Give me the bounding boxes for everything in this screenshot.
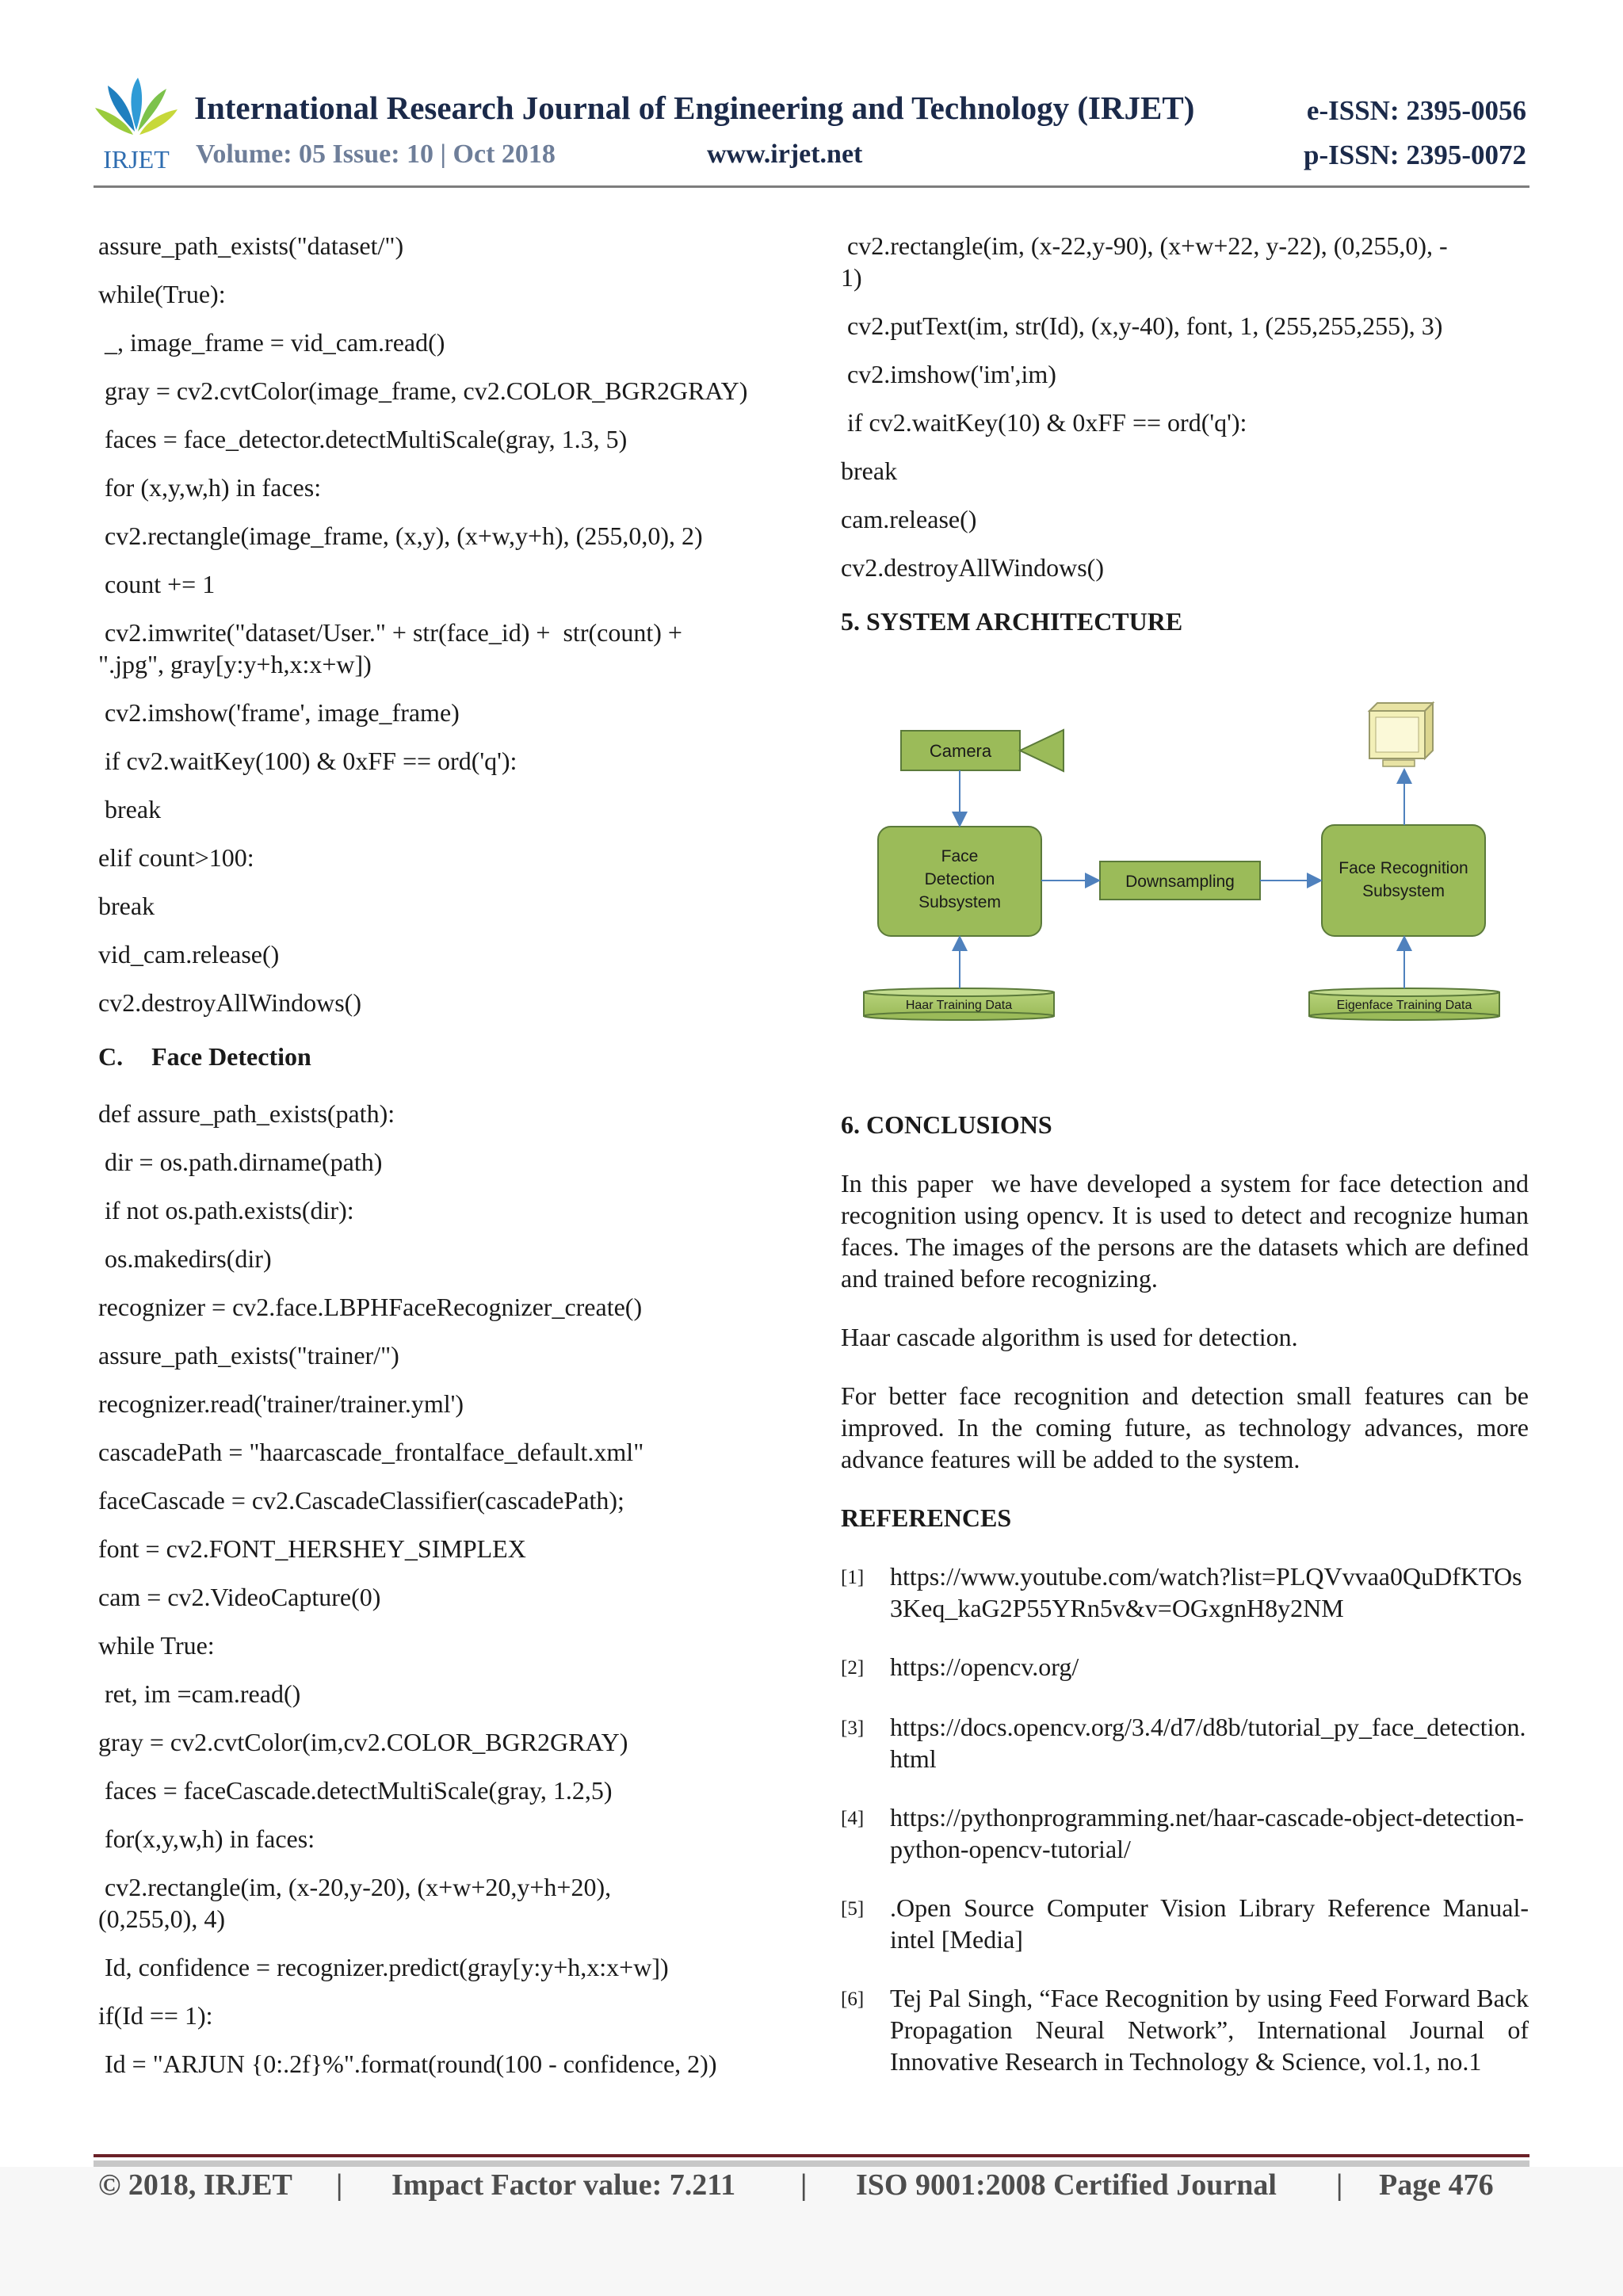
code-line: dir = os.path.dirname(path): [98, 1148, 383, 1176]
camera-lens-icon: [1020, 730, 1064, 771]
code-line: recognizer = cv2.face.LBPHFaceRecognizer_create(): [98, 1293, 643, 1321]
footer-iso: ISO 9001:2008 Certified Journal: [856, 2168, 1277, 2202]
e-issn: e-ISSN: 2395-0056: [1306, 95, 1526, 126]
reference-link[interactable]: https://docs.opencv.org/3.4/d7/d8b/tutorial_py_face_detection.html: [890, 1713, 1526, 1773]
face-detection-node: [878, 827, 1041, 936]
code-line: faces = face_detector.detectMultiScale(gray, 1.3, 5): [98, 425, 628, 453]
irjet-logo: [92, 74, 181, 173]
reference-number: [4]: [841, 1808, 865, 1829]
code-line: for (x,y,w,h) in faces:: [98, 473, 322, 502]
code-line: if cv2.waitKey(100) & 0xFF == ord('q'):: [98, 747, 517, 775]
footer-impact-factor: Impact Factor value: 7.211: [391, 2168, 736, 2202]
code-line: count += 1: [98, 570, 216, 598]
references-list: [841, 1561, 1529, 2077]
logo-wordmark: IRJET: [103, 145, 170, 173]
code-line: cv2.imshow('frame', image_frame): [98, 698, 460, 727]
code-line: assure_path_exists("trainer/"): [98, 1341, 399, 1370]
reference-link[interactable]: https://www.youtube.com/watch?list=PLQVvvaa0QuDfKTOs3Keq_kaG2P55YRn5v&v=OGxgnH8y2NM: [890, 1562, 1522, 1622]
section-c-heading: [98, 1041, 796, 1072]
face-detection-label-2: Detection: [924, 870, 995, 888]
reference-number: [5]: [841, 1898, 865, 1920]
p-issn: p-ISSN: 2395-0072: [1303, 139, 1526, 170]
monitor-icon: [1369, 703, 1433, 766]
footer-divider-light: [94, 2160, 1529, 2167]
references-heading: REFERENCES: [841, 1503, 1012, 1532]
code-line: assure_path_exists("dataset/"): [98, 231, 404, 260]
conclusion-paragraph-2: Haar cascade algorithm is used for detection.: [841, 1323, 1298, 1351]
conclusion-paragraph-1: In this paper we have developed a system for face detection and recognition using opencv. It is used to detect and recognize human faces. The images of the persons are the datasets which are defined and trained before recognizing.: [841, 1169, 1535, 1293]
code-line: font = cv2.FONT_HERSHEY_SIMPLEX: [98, 1534, 526, 1563]
eigenface-training-data-node: [1309, 988, 1499, 1020]
code-line: break: [98, 892, 155, 920]
code-line: for(x,y,w,h) in faces:: [98, 1824, 315, 1853]
footer-separator: |: [800, 2168, 808, 2202]
reference-number: [2]: [841, 1657, 865, 1679]
reference-item: [841, 1711, 1529, 1775]
reference-link[interactable]: https://pythonprogramming.net/haar-cascade-object-detection-python-opencv-tutorial/: [890, 1803, 1524, 1863]
code-line: cv2.putText(im, str(Id), (x,y-40), font, 1, (255,255,255), 3): [841, 311, 1443, 340]
code-line: cv2.destroyAllWindows(): [98, 988, 361, 1017]
section-6-heading: 6. CONCLUSIONS: [841, 1110, 1052, 1139]
code-line: cv2.rectangle(im, (x-22,y-90), (x+w+22, y-22), (0,255,0), - 1): [841, 231, 1448, 292]
code-line: os.makedirs(dir): [98, 1244, 272, 1273]
reference-text: Tej Pal Singh, “Face Recognition by using Feed Forward Back Propagation Neural Network”, International Journal of Innovative Research in Technology & Science, vol.1, no.1: [890, 1984, 1529, 2076]
code-line: cv2.imshow('im',im): [841, 360, 1056, 388]
code-line: while(True):: [98, 280, 226, 308]
reference-item: [841, 1651, 1529, 1684]
code-line: cv2.rectangle(im, (x-20,y-20), (x+w+20,y+h+20), (0,255,0), 4): [98, 1873, 612, 1933]
code-line: cascadePath = "haarcascade_frontalface_default.xml": [98, 1438, 644, 1466]
system-architecture-diagram: [856, 693, 1506, 1030]
camera-node: [901, 730, 1064, 771]
haar-training-data-node: [864, 988, 1054, 1020]
journal-title: International Research Journal of Engineering and Technology (IRJET): [194, 90, 1195, 126]
code-line: ret, im =cam.read(): [98, 1679, 301, 1708]
reference-text: .Open Source Computer Vision Library Reference Manual-intel [Media]: [890, 1893, 1529, 1954]
reference-item: [841, 1801, 1529, 1865]
footer-separator: |: [336, 2168, 343, 2202]
code-line: _, image_frame = vid_cam.read(): [98, 328, 445, 357]
footer-separator: |: [1336, 2168, 1343, 2202]
face-detection-label-3: Subsystem: [918, 893, 1001, 911]
journal-website[interactable]: www.irjet.net: [707, 139, 863, 169]
face-recognition-node: [1322, 825, 1485, 936]
reference-link[interactable]: https://opencv.org/: [890, 1652, 1079, 1681]
downsampling-label: Downsampling: [1125, 873, 1235, 891]
footer-copyright: © 2018, IRJET: [98, 2168, 292, 2202]
haar-training-data-label: Haar Training Data: [905, 999, 1013, 1012]
reference-number: [1]: [841, 1567, 865, 1588]
code-line: vid_cam.release(): [98, 940, 280, 968]
header-divider: [94, 185, 1529, 188]
code-line: Id, confidence = recognizer.predict(gray[y:y+h,x:x+w]): [98, 1953, 669, 1981]
face-recognition-label-2: Subsystem: [1362, 882, 1445, 900]
code-block-3: [841, 230, 1529, 583]
reference-number: [3]: [841, 1717, 865, 1739]
reference-number: [6]: [841, 1988, 865, 2010]
code-line: cam.release(): [841, 505, 977, 533]
reference-item: [841, 1892, 1529, 1955]
code-line: cam = cv2.VideoCapture(0): [98, 1583, 381, 1611]
code-line: Id = "ARJUN {0:.2f}%".format(round(100 - confidence, 2)): [98, 2050, 717, 2078]
code-line: if(Id == 1):: [98, 2001, 213, 2030]
code-line: gray = cv2.cvtColor(im,cv2.COLOR_BGR2GRAY): [98, 1728, 628, 1756]
footer-divider-dark: [94, 2154, 1529, 2157]
downsampling-node: [1100, 861, 1260, 900]
reference-item: [841, 1561, 1529, 1624]
code-line: faceCascade = cv2.CascadeClassifier(cascadePath);: [98, 1486, 624, 1515]
code-line: cv2.rectangle(image_frame, (x,y), (x+w,y+h), (255,0,0), 2): [98, 521, 703, 550]
code-line: if not os.path.exists(dir):: [98, 1196, 354, 1224]
code-line: break: [841, 457, 898, 485]
code-line: if cv2.waitKey(10) & 0xFF == ord('q'):: [841, 408, 1247, 437]
code-line: gray = cv2.cvtColor(image_frame, cv2.COLOR_BGR2GRAY): [98, 376, 748, 405]
code-line: cv2.imwrite("dataset/User." + str(face_id) + str(count) + ".jpg", gray[y:y+h,x:x+w]): [98, 618, 682, 678]
code-line: faces = faceCascade.detectMultiScale(gray, 1.2,5): [98, 1776, 613, 1805]
conclusion-paragraph-3: For better face recognition and detection small features can be improved. In the coming future, as technology advances, more advance features will be added to the system.: [841, 1381, 1535, 1473]
code-line: cv2.destroyAllWindows(): [841, 553, 1104, 582]
code-line: break: [98, 795, 162, 823]
right-column: [841, 230, 1529, 637]
section-5-heading: 5. SYSTEM ARCHITECTURE: [841, 607, 1183, 636]
face-recognition-label-1: Face Recognition: [1338, 859, 1468, 877]
face-detection-label-1: Face: [941, 847, 979, 865]
code-line: recognizer.read('trainer/trainer.yml'): [98, 1389, 464, 1418]
eigenface-training-data-label: Eigenface Training Data: [1336, 999, 1472, 1012]
code-line: def assure_path_exists(path):: [98, 1099, 395, 1128]
reference-item: [841, 1982, 1529, 2077]
volume-issue: Volume: 05 Issue: 10 | Oct 2018: [196, 139, 556, 169]
code-block-1: [98, 230, 796, 1018]
code-block-2: [98, 1098, 796, 2080]
camera-label: Camera: [929, 741, 992, 761]
code-line: elif count>100:: [98, 843, 254, 872]
section-c-label: C.: [98, 1042, 124, 1071]
right-column-lower: [841, 1109, 1535, 2077]
footer-page-number: Page 476: [1379, 2168, 1494, 2202]
code-line: while True:: [98, 1631, 215, 1660]
left-column: [98, 230, 796, 2080]
section-c-title: Face Detection: [151, 1042, 311, 1071]
